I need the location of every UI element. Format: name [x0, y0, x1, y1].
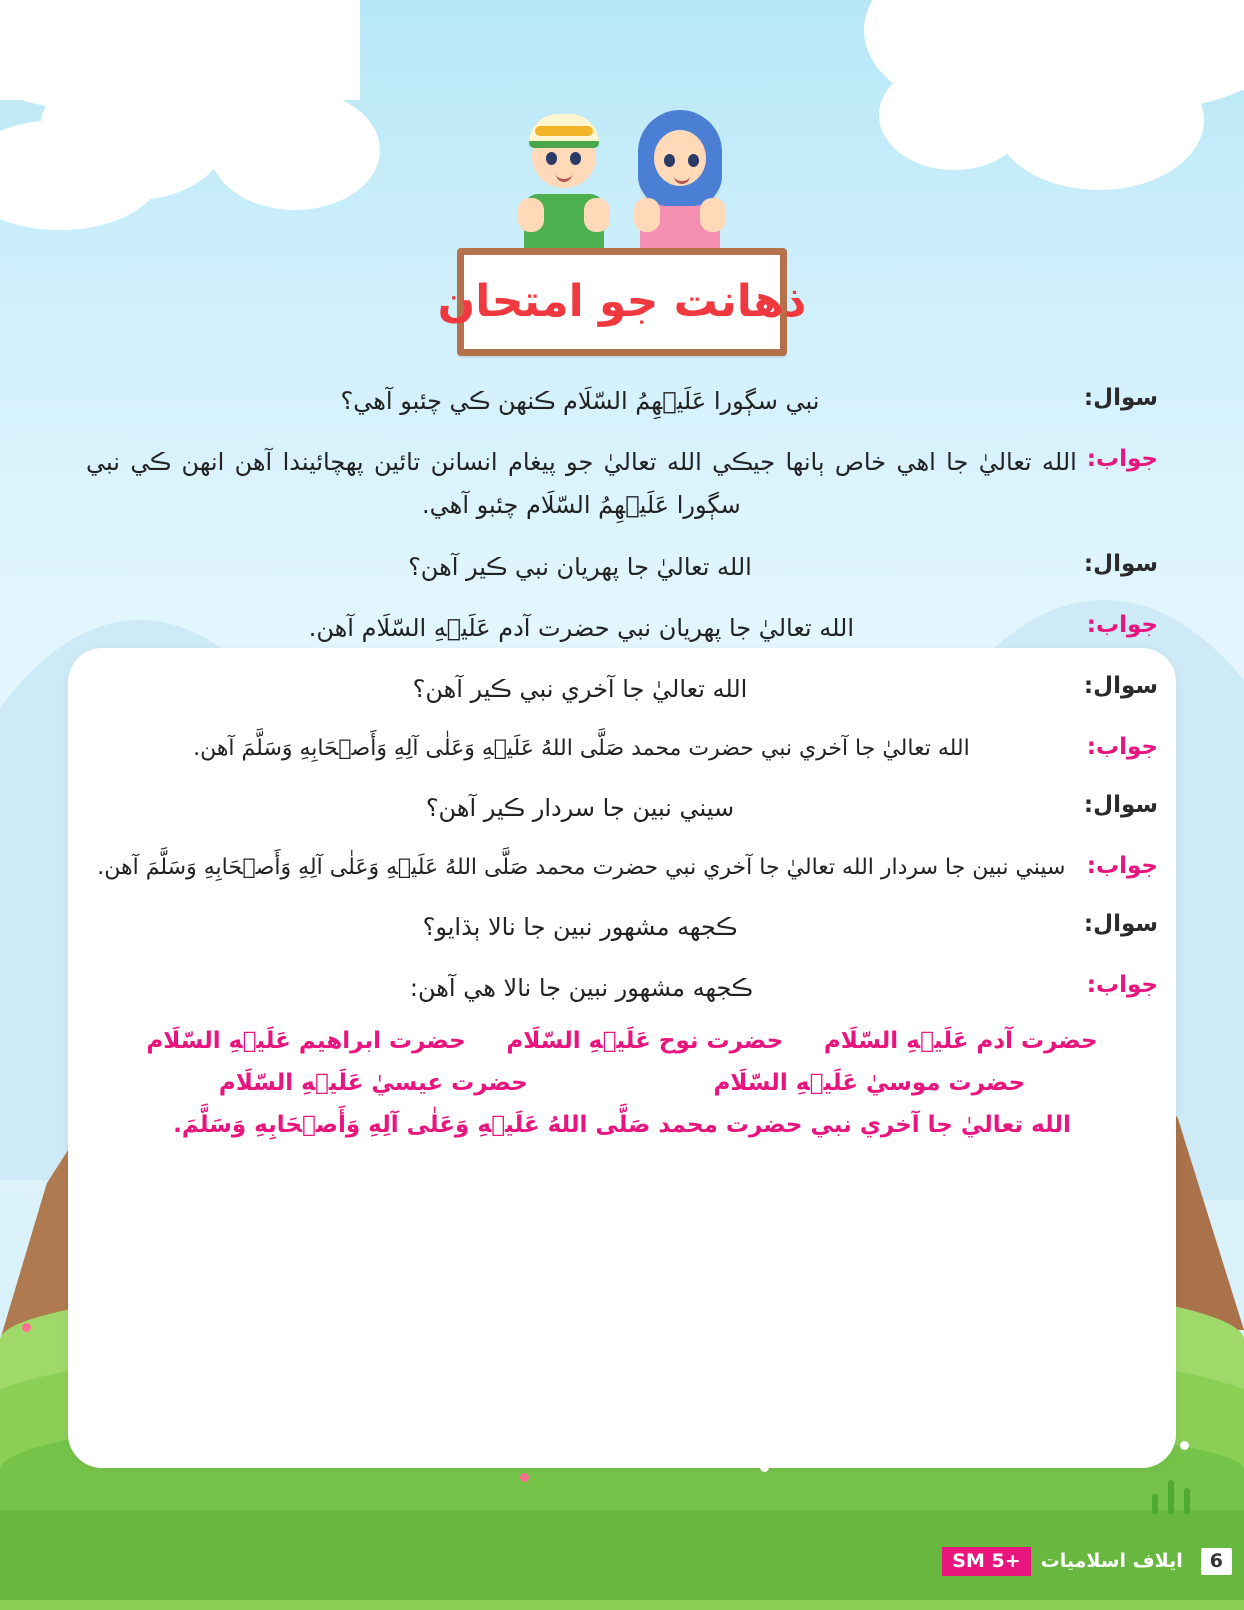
closing-line: الله تعاليٰ جا آخري نبي حضرت محمد صَلَّى اللهُ عَلَيۡهِ وَعَلٰى آلِهِ وَأَصۡحَابِهِ وَسَلَّمَ.	[173, 1111, 1071, 1138]
footer	[942, 1544, 1244, 1578]
kids-illustration	[512, 96, 732, 256]
title-sign-board	[437, 248, 807, 356]
boy-character	[512, 100, 616, 256]
qa-row	[86, 848, 1158, 888]
qa-row	[86, 668, 1158, 711]
question-text: نبي سڳورا عَلَيۡهِمُ السّلَام ڪنهن ڪي چئبو آهي؟	[340, 387, 820, 415]
prophet-name: حضرت ابراهيم عَلَيۡهِ السّلَام	[146, 1027, 466, 1054]
answer-text: الله تعاليٰ جا اهي خاص ٻانها جيڪي الله تعاليٰ جو پيغام انسانن تائين پهچائيندا آهن انهن ڪي نبي سڳورا عَلَيۡهِمُ السّلَام چئبو آهي.	[86, 448, 1077, 520]
prophet-names-row-1	[86, 1028, 1158, 1054]
qa-row	[86, 906, 1158, 949]
answer-text: الله تعاليٰ جا آخري نبي حضرت محمد صَلَّى اللهُ عَلَيۡهِ وَعَلٰى آلِهِ وَأَصۡحَابِهِ وَسَلَّمَ آهن.	[193, 736, 970, 762]
page-number: 6	[1201, 1548, 1232, 1575]
question-label: سوال:	[1083, 550, 1158, 577]
page-title: ذهانت جو امتحان	[437, 276, 807, 327]
qa-row	[86, 546, 1158, 589]
qa-row	[86, 607, 1158, 650]
footer-book-label: ايلاف اسلاميات	[1040, 1550, 1183, 1572]
qa-row	[86, 380, 1158, 423]
prophet-name: حضرت آدم عَلَيۡهِ السّلَام	[823, 1027, 1098, 1054]
footer-badge: SM 5+	[942, 1547, 1030, 1576]
question-label: سوال:	[1083, 385, 1158, 411]
question-text: سيني نبين جا سردار ڪير آهن؟	[425, 793, 735, 822]
answer-text: ڪجهه مشهور نبين جا نالا هي آهن:	[409, 973, 753, 1002]
question-text: الله تعاليٰ جا پهريان نبي ڪير آهن؟	[408, 552, 752, 581]
answer-label: جواب:	[1086, 971, 1158, 998]
question-text: ڪجهه مشهور نبين جا نالا ٻڌايو؟	[422, 912, 738, 941]
qa-content	[68, 380, 1176, 1138]
prophet-names-row-2	[86, 1070, 1158, 1096]
answer-text: سيني نبين جا سردار الله تعاليٰ جا آخري نبي حضرت محمد صَلَّى اللهُ عَلَيۡهِ وَعَلٰى آلِهِ وَأَصۡحَابِهِ وَسَلَّمَ آهن.	[97, 854, 1066, 880]
prophet-name: حضرت نوح عَلَيۡهِ السّلَام	[506, 1027, 784, 1054]
answer-label: جواب:	[1086, 446, 1158, 473]
prophet-name: حضرت عيسيٰ عَلَيۡهِ السّلَام	[218, 1069, 528, 1096]
answer-label: جواب:	[1086, 852, 1158, 879]
answer-text: الله تعاليٰ جا پهريان نبي حضرت آدم عَلَيۡهِ السّلَام آهن.	[308, 613, 855, 642]
qa-row	[86, 729, 1158, 769]
question-text: الله تعاليٰ جا آخري نبي ڪير آهن؟	[412, 674, 748, 703]
question-label: سوال:	[1083, 672, 1158, 699]
question-label: سوال:	[1083, 910, 1158, 937]
answer-label: جواب:	[1086, 734, 1158, 761]
prophet-names-block	[86, 1028, 1158, 1138]
qa-row	[86, 787, 1158, 830]
question-label: سوال:	[1083, 791, 1158, 818]
answer-label: جواب:	[1086, 611, 1158, 638]
qa-row	[86, 967, 1158, 1010]
prophet-name: حضرت موسيٰ عَلَيۡهِ السّلَام	[713, 1069, 1026, 1096]
qa-row	[86, 441, 1158, 527]
girl-character	[628, 100, 732, 256]
